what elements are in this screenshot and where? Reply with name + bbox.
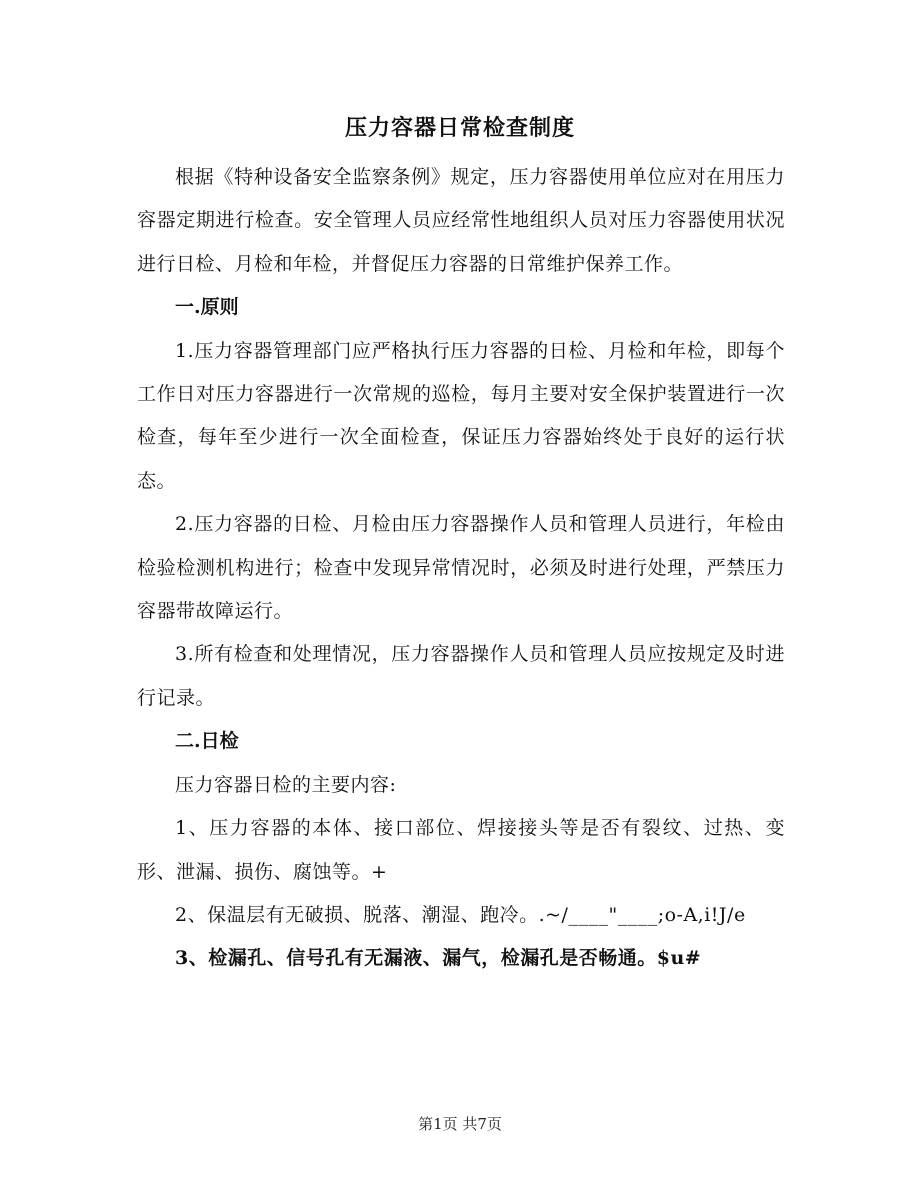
principle-item-2: 2.压力容器的日检、月检由压力容器操作人员和管理人员进行，年检由检验检测机构进行；检查中发现异常情况时，必须及时进行处理，严禁压力容器带故障运行。: [137, 513, 785, 623]
daily-check-item-2: 2、保温层有无破损、脱落、潮湿、跑冷。.~/____"____;o-A,i!J/e: [175, 903, 746, 926]
principle-item-1: 1.压力容器管理部门应严格执行压力容器的日检、月检和年检，即每个工作日对压力容器进行一次常规的巡检，每月主要对安全保护装置进行一次检查，每年至少进行一次全面检查，保证压力容器始终处于良好的运行状态。: [137, 339, 785, 492]
section-heading-principles: 一.原则: [175, 296, 239, 319]
principle-item-3: 3.所有检查和处理情况，压力容器操作人员和管理人员应按规定及时进行记录。: [137, 643, 785, 709]
daily-check-item-3: 3、检漏孔、信号孔有无漏液、漏气，检漏孔是否畅通。$u#: [175, 947, 702, 970]
page-number: 第1页 共7页: [418, 1115, 502, 1133]
document-title: 压力容器日常检查制度: [344, 115, 575, 141]
section-heading-daily-check: 二.日检: [175, 730, 239, 753]
document-body: [137, 156, 785, 981]
daily-check-lead: 压力容器日检的主要内容:: [175, 773, 397, 796]
intro-paragraph: 根据《特种设备安全监察条例》规定，压力容器使用单位应对在用压力容器定期进行检查。安全管理人员应经常性地组织人员对压力容器使用状况进行日检、月检和年检，并督促压力容器的日常维护保养工作。: [137, 166, 785, 275]
daily-check-item-1: 1、压力容器的本体、接口部位、焊接接头等是否有裂纹、过热、变形、泄漏、损伤、腐蚀等。+: [137, 817, 785, 883]
